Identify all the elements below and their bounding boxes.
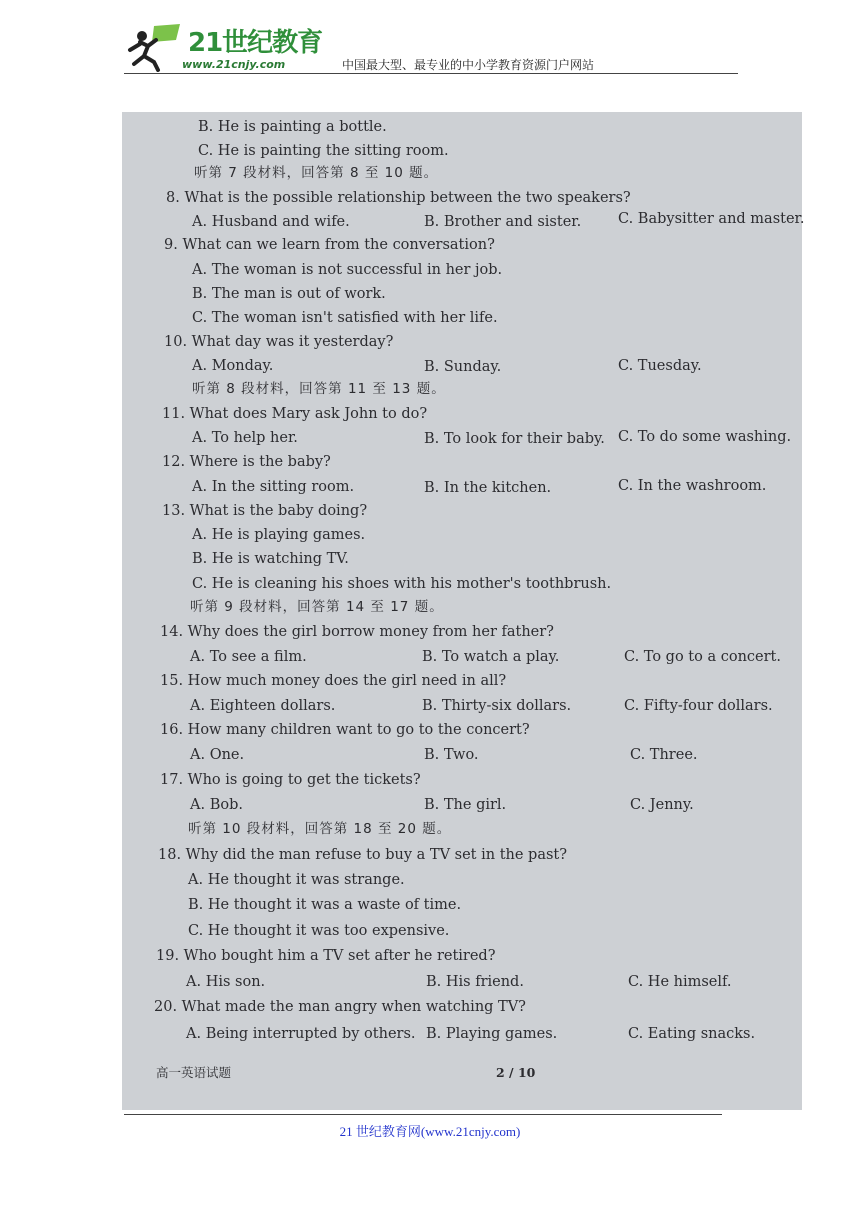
- answer-option: A. Monday.: [192, 358, 274, 374]
- answer-option: A. Husband and wife.: [192, 214, 350, 230]
- answer-option: A. His son.: [186, 974, 266, 990]
- answer-option: B. Sunday.: [424, 359, 502, 375]
- answer-option: B. He thought it was a waste of time.: [188, 897, 462, 913]
- logo-title: 21世纪教育: [188, 28, 323, 58]
- answer-option: B. To look for their baby.: [424, 431, 605, 447]
- answer-option: A. The woman is not successful in her job.: [192, 262, 503, 278]
- answer-option: A. He thought it was strange.: [188, 872, 405, 888]
- site-footer-link[interactable]: 21 世纪教育网(www.21cnjy.com): [339, 1124, 521, 1139]
- answer-option: B. He is painting a bottle.: [198, 119, 387, 135]
- question: 10. What day was it yesterday?: [164, 334, 394, 350]
- header-divider: [124, 73, 738, 74]
- running-man-flag-icon: [124, 22, 184, 72]
- section-instruction: 听第 9 段材料，回答第 14 至 17 题。: [190, 599, 444, 615]
- answer-option: B. Brother and sister.: [424, 214, 582, 230]
- question: 11. What does Mary ask John to do?: [162, 406, 428, 422]
- answer-option: C. Jenny.: [630, 797, 694, 813]
- section-instruction: 听第 10 段材料，回答第 18 至 20 题。: [188, 821, 452, 837]
- question: 16. How many children want to go to the concert?: [160, 722, 530, 738]
- answer-option: A. In the sitting room.: [192, 479, 355, 495]
- answer-option: A. To help her.: [192, 430, 298, 446]
- answer-option: A. Eighteen dollars.: [190, 698, 336, 714]
- question: 19. Who bought him a TV set after he retired?: [156, 948, 496, 964]
- answer-option: A. Bob.: [190, 797, 243, 813]
- answer-option: B. The girl.: [424, 797, 507, 813]
- site-tagline: 中国最大型、最专业的中小学教育资源门户网站: [342, 58, 595, 72]
- answer-option: C. He thought it was too expensive.: [188, 923, 450, 939]
- footer-link-wrapper: [0, 1121, 860, 1140]
- question: 20. What made the man angry when watching TV?: [154, 999, 526, 1015]
- answer-option: C. To go to a concert.: [624, 649, 781, 665]
- answer-option: C. The woman isn't satisfied with her life.: [192, 310, 498, 326]
- question: 12. Where is the baby?: [162, 454, 331, 470]
- answer-option: A. To see a film.: [190, 649, 307, 665]
- section-instruction: 听第 7 段材料，回答第 8 至 10 题。: [194, 165, 439, 181]
- answer-option: C. He himself.: [628, 974, 732, 990]
- question: 18. Why did the man refuse to buy a TV set in the past?: [158, 847, 568, 863]
- answer-option: C. Fifty-four dollars.: [624, 698, 773, 714]
- question: 17. Who is going to get the tickets?: [160, 772, 421, 788]
- question: 9. What can we learn from the conversation?: [164, 237, 495, 253]
- question: 8. What is the possible relationship between the two speakers?: [166, 190, 631, 206]
- answer-option: C. In the washroom.: [618, 478, 767, 494]
- answer-option: B. He is watching TV.: [192, 551, 349, 567]
- answer-option: C. Tuesday.: [618, 358, 702, 374]
- answer-option: B. Playing games.: [426, 1026, 558, 1042]
- answer-option: C. Eating snacks.: [628, 1026, 756, 1042]
- answer-option: B. Thirty-six dollars.: [422, 698, 572, 714]
- section-instruction: 听第 8 段材料，回答第 11 至 13 题。: [192, 381, 446, 397]
- answer-option: A. One.: [190, 747, 245, 763]
- scanned-exam-page: [122, 112, 805, 1110]
- answer-option: C. Three.: [630, 747, 698, 763]
- answer-option: A. Being interrupted by others.: [186, 1026, 416, 1042]
- answer-option: C. He is cleaning his shoes with his mother's toothbrush.: [192, 576, 612, 592]
- footer-divider: [124, 1114, 722, 1115]
- question: 14. Why does the girl borrow money from her father?: [160, 624, 554, 640]
- answer-option: B. Two.: [424, 747, 479, 763]
- answer-option: C. He is painting the sitting room.: [198, 143, 449, 159]
- page-number: 2 / 10: [496, 1065, 536, 1080]
- page-header: [0, 0, 860, 80]
- question: 15. How much money does the girl need in all?: [160, 673, 507, 689]
- answer-option: B. In the kitchen.: [424, 480, 552, 496]
- answer-option: B. To watch a play.: [422, 649, 560, 665]
- question: 13. What is the baby doing?: [162, 503, 368, 519]
- answer-option: A. He is playing games.: [192, 527, 366, 543]
- site-logo[interactable]: [124, 22, 334, 72]
- answer-option: B. The man is out of work.: [192, 286, 386, 302]
- answer-option: C. Babysitter and master.: [618, 211, 805, 227]
- answer-option: C. To do some washing.: [618, 429, 792, 445]
- logo-url: www.21cnjy.com: [182, 58, 286, 71]
- exam-title-footer: 高一英语试题: [156, 1065, 232, 1080]
- answer-option: B. His friend.: [426, 974, 524, 990]
